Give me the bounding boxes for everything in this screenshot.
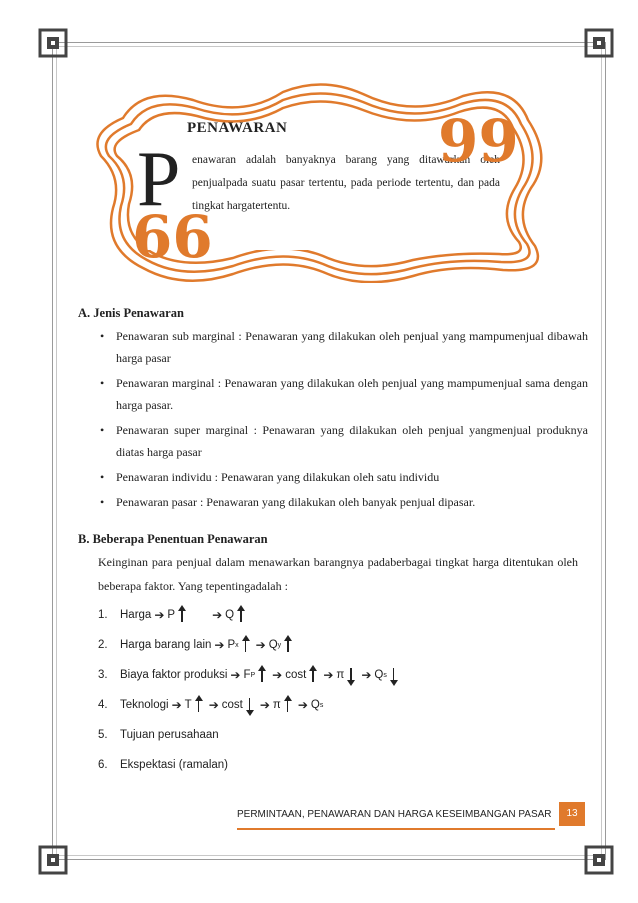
arrow-up-icon — [285, 697, 291, 713]
step-number: 6. — [98, 759, 108, 771]
implies-arrow-icon: ➔ — [255, 638, 266, 652]
step-var-sub: s — [383, 671, 387, 679]
step-number: 5. — [98, 729, 108, 741]
step-var: π — [272, 699, 281, 711]
corner-ornament-top-right — [584, 28, 614, 58]
bullet-icon: • — [100, 423, 105, 437]
implies-arrow-icon: ➔ — [272, 668, 283, 682]
step-number: 4. — [98, 699, 108, 711]
step-biaya-faktor-produksi — [98, 660, 401, 690]
step-label: Harga barang lain — [120, 639, 212, 651]
list-item — [98, 372, 588, 416]
bullet-icon: • — [100, 495, 105, 509]
step-label: Tujuan perusahaan — [120, 729, 219, 741]
implies-arrow-icon: ➔ — [212, 608, 223, 622]
close-quote-icon: 99 — [438, 107, 519, 175]
implies-arrow-icon: ➔ — [171, 698, 182, 712]
step-number: 2. — [98, 639, 108, 651]
corner-ornament-top-left — [38, 28, 68, 58]
step-var: Q — [268, 639, 278, 651]
bullet-icon: • — [100, 376, 105, 390]
intro-paragraph: enawaran adalah banyaknya barang yang ditawarkan oleh penjualpada suatu pasar tertentu, pada periode tertentu, dan pada tingkat hargatertentu. — [192, 154, 500, 212]
step-var: cost — [285, 669, 307, 681]
corner-ornament-bottom-right — [584, 845, 614, 875]
step-number: 1. — [98, 609, 108, 621]
step-harga-barang-lain — [98, 630, 401, 660]
step-var: cost — [221, 699, 243, 711]
penentuan-steps-list — [98, 600, 401, 780]
step-var-sub: s — [319, 701, 324, 709]
section-a-heading: A. Jenis Penawaran — [78, 306, 184, 320]
implies-arrow-icon: ➔ — [297, 698, 308, 712]
step-label: Ekspektasi (ramalan) — [120, 759, 229, 771]
drop-cap: P — [137, 135, 181, 222]
step-label: Biaya faktor produksi — [120, 669, 228, 681]
step-var: Q — [310, 699, 320, 711]
section-b-paragraph: Keinginan para penjual dalam menawarkan barangnya padaberbagai tingkat harga ditentukan oleh beberapa faktor. Yang tepentingadalah : — [98, 555, 578, 593]
step-var-sub: y — [277, 641, 282, 649]
step-number: 3. — [98, 669, 108, 681]
implies-arrow-icon: ➔ — [230, 668, 241, 682]
step-harga — [98, 600, 401, 630]
arrow-up-icon — [196, 697, 202, 713]
step-var: P — [167, 609, 176, 621]
implies-arrow-icon: ➔ — [208, 698, 219, 712]
page-title: PENAWARAN — [187, 120, 288, 136]
arrow-down-icon — [391, 667, 397, 683]
step-var: P — [227, 639, 236, 651]
list-item-text: Penawaran pasar : Penawaran yang dilakukan oleh banyak penjual dipasar. — [116, 495, 476, 509]
arrow-up-icon — [243, 637, 249, 653]
step-label: Harga — [120, 609, 152, 621]
section-b-heading: B. Beberapa Penentuan Penawaran — [78, 532, 268, 546]
footer-rule — [237, 828, 555, 830]
list-item — [98, 419, 588, 463]
step-var: π — [336, 669, 345, 681]
list-item-text: Penawaran sub marginal : Penawaran yang dilakukan oleh penjual yang mampumenjual dibawah harga pasar — [116, 329, 588, 365]
arrow-up-icon — [285, 637, 291, 653]
implies-arrow-icon: ➔ — [259, 698, 270, 712]
step-var-sub: P — [250, 671, 256, 679]
list-item — [98, 325, 588, 369]
arrow-up-icon — [238, 607, 244, 623]
step-var: F — [243, 669, 251, 681]
list-item-text: Penawaran super marginal : Penawaran yang dilakukan oleh penjual yangmenjual produknya diatas harga pasar — [116, 423, 588, 459]
implies-arrow-icon: ➔ — [361, 668, 372, 682]
arrow-up-icon — [179, 607, 185, 623]
open-quote-icon: 66 — [132, 203, 213, 271]
arrow-up-icon — [259, 667, 265, 683]
step-var-sub: x — [235, 641, 239, 649]
footer-title: PERMINTAAN, PENAWARAN DAN HARGA KESEIMBANGAN PASAR — [237, 809, 552, 820]
list-item — [98, 491, 588, 513]
arrow-up-icon — [310, 667, 316, 683]
arrow-down-icon — [348, 667, 354, 683]
page-number-badge: 13 — [559, 802, 585, 826]
step-var: Q — [225, 609, 235, 621]
implies-arrow-icon: ➔ — [323, 668, 334, 682]
step-ekspektasi — [98, 750, 401, 780]
jenis-penawaran-list — [98, 325, 588, 516]
step-teknologi — [98, 690, 401, 720]
step-label: Teknologi — [120, 699, 169, 711]
list-item-text: Penawaran individu : Penawaran yang dilakukan oleh satu individu — [116, 470, 440, 484]
bullet-icon: • — [100, 329, 105, 343]
step-var: Q — [374, 669, 384, 681]
step-var: T — [184, 699, 192, 711]
list-item-text: Penawaran marginal : Penawaran yang dilakukan oleh penjual yang mampumenjual sama dengan harga pasar. — [116, 376, 588, 412]
arrow-down-icon — [247, 697, 253, 713]
list-item — [98, 466, 588, 488]
implies-arrow-icon: ➔ — [154, 608, 165, 622]
bullet-icon: • — [100, 470, 105, 484]
implies-arrow-icon: ➔ — [214, 638, 225, 652]
corner-ornament-bottom-left — [38, 845, 68, 875]
step-tujuan-perusahaan — [98, 720, 401, 750]
